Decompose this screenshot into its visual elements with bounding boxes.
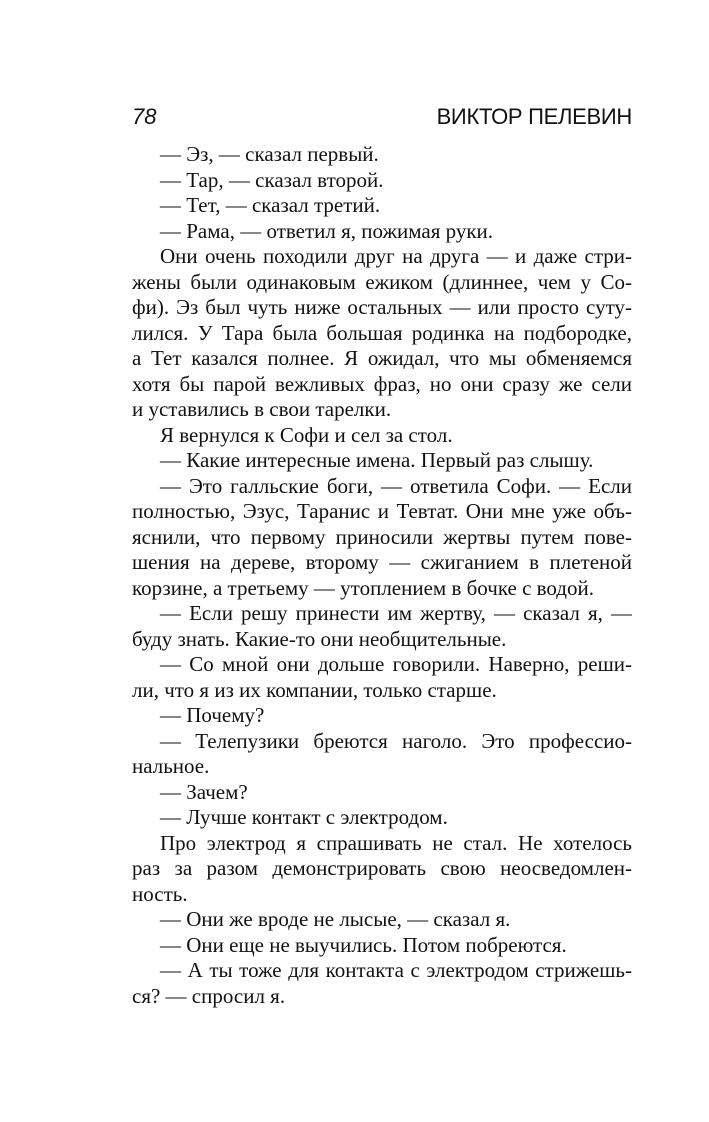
- text-line: — А ты тоже для контакта с электродом стрижешь-: [160, 958, 632, 982]
- text-line: а Тет казался полнее. Я ожидал, что мы обменяемся: [132, 346, 632, 370]
- text-line: — Телепузики бреются наголо. Это профессио-: [160, 728, 632, 753]
- text-line: полностью, Эзус, Таранис и Тевтат. Они мне уже объ-: [132, 499, 632, 523]
- page-header: [132, 100, 632, 134]
- text-line: буду знать. Какие-то они необщительные.: [132, 626, 507, 651]
- text-line: хотя бы парой вежливых фраз, но они сразу же сели: [132, 371, 632, 396]
- text-line: Я вернулся к Софи и сел за стол.: [160, 422, 453, 447]
- text-line: лился. У Тара была большая родинка на подбородке,: [132, 320, 632, 345]
- text-line: фи). Эз был чуть ниже остальных — или просто суту-: [132, 295, 632, 319]
- text-line: — Рама, — ответил я, пожимая руки.: [160, 218, 494, 243]
- text-line: — Лучше контакт с электродом.: [160, 805, 448, 829]
- text-line: — Они еще не выучились. Потом побреются.: [160, 932, 567, 957]
- text-line: — Какие интересные имена. Первый раз слышу.: [160, 448, 594, 472]
- text-line: — Тет, — сказал третий.: [160, 193, 381, 217]
- body-text: [132, 142, 632, 1009]
- text-line: раз за разом демонстрировать свою неосведомлен-: [132, 856, 632, 880]
- text-line: — Они же вроде не лысые, — сказал я.: [160, 907, 511, 931]
- text-line: Они очень походили друг на друга — и даже стри-: [160, 244, 632, 268]
- running-title: ВИКТОР ПЕЛЕВИН: [436, 104, 632, 129]
- text-line: ли, что я из их компании, только старше.: [132, 677, 497, 702]
- text-line: ность.: [132, 881, 188, 906]
- text-line: — Зачем?: [160, 779, 248, 804]
- text-line: — Тар, — сказал второй.: [160, 167, 384, 192]
- text-line: яснили, что первому приносили жертвы путем пове-: [132, 524, 632, 549]
- text-line: — Эз, — сказал первый.: [160, 142, 379, 166]
- text-line: жены были одинаковым ежиком (длиннее, чем у Со-: [132, 269, 632, 294]
- text-line: — Если решу принести им жертву, — сказал я, —: [160, 601, 632, 625]
- text-line: корзине, а третьему — утоплением в бочке с водой.: [132, 575, 594, 600]
- text-line: нальное.: [132, 754, 210, 778]
- text-line: и уставились в свои тарелки.: [132, 397, 392, 421]
- text-line: — Почему?: [160, 703, 265, 727]
- text-line: — Со мной они дольше говорили. Наверно, реши-: [160, 652, 632, 676]
- text-line: — Это галльские боги, — ответила Софи. — Если: [160, 473, 632, 498]
- page-number: 78: [132, 104, 157, 129]
- text-line: шения на дереве, второму — сжиганием в плетеной: [132, 550, 632, 574]
- text-line: ся? — спросил я.: [132, 983, 286, 1008]
- text-line: Про электрод я спрашивать не стал. Не хотелось: [160, 830, 632, 855]
